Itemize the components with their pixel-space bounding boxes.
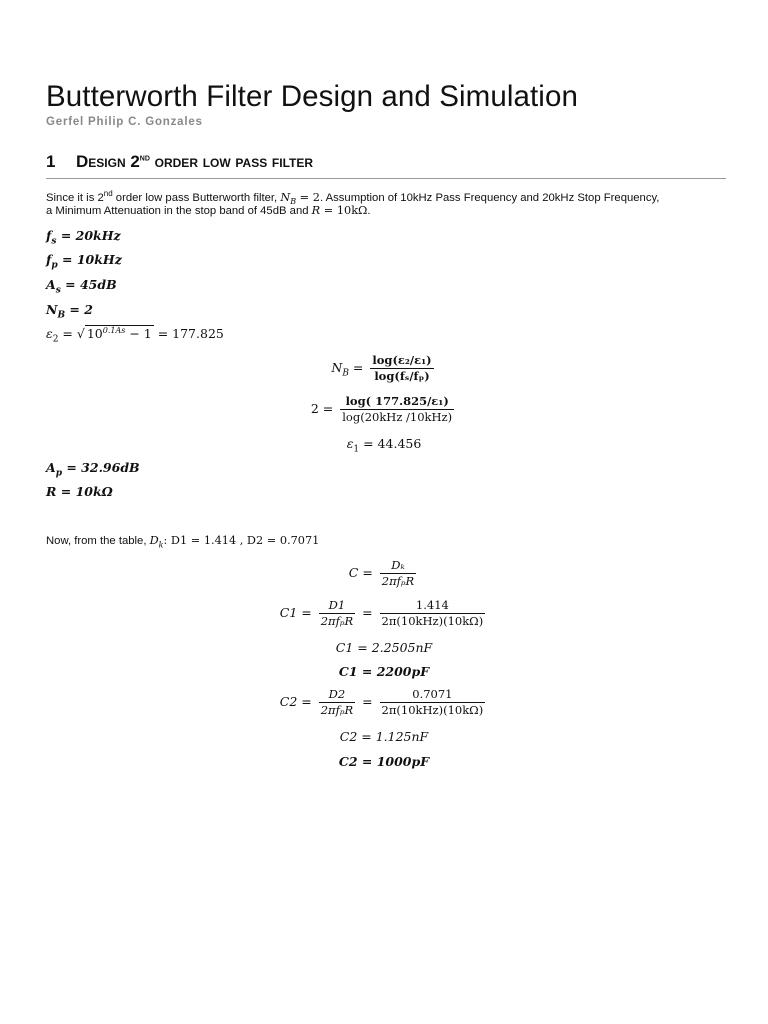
intro-line-2: a Minimum Attenuation in the stop band of 45dB and R = 10kΩ.: [46, 204, 371, 217]
author-name: Gerfel Philip C. Gonzales: [46, 116, 203, 128]
section-heading: [46, 152, 726, 179]
section-title: Design 2nd order low pass filter: [76, 152, 314, 171]
section-number: 1: [46, 152, 56, 171]
equation-nb-formula: $N_B$ = $\frac{\text{log(ε₂/ε₁)}}{\text{log(fₛ/fₚ)}}$: [331, 353, 432, 383]
equation-fp: $f_p = 10kHz$: [46, 252, 122, 271]
equation-c2-final: C2 = 1000pF: [338, 754, 430, 769]
table-note: Now, from the table, $D_k$: D1 = 1.414 , D2 = 0.7071: [46, 534, 320, 550]
equation-nb: $N_B = 2$: [46, 302, 93, 321]
equation-ap: $A_p = 32.96dB$: [46, 460, 140, 479]
equation-epsilon2: $\varepsilon_2$ = √ $10^{0.1As} - 1 = 177.825$: [46, 326, 224, 345]
intro-line-1: Since it is 2nd order low pass Butterworth filter, $N_B = 2$. Assumption of 10kHz Pass Frequency and 20kHz Stop Frequency,: [46, 189, 660, 207]
equation-c1-value: C1 = 2.2505nF: [335, 640, 433, 655]
equation-two: 2 = $\frac{\text{log( 177.825/ε₁)}}{\text{log(20kHz /10kHz)}}$: [310, 394, 453, 424]
equation-c: C = $\frac{\text{Dₖ}}{\text{2πfₚR}}$: [348, 558, 415, 588]
equation-c2: C2 = $\frac{D2}{\text{2πfₚR}}$ = $\frac{0.7071}{\text{2π(10kHz)(10kΩ)}}$: [279, 687, 484, 717]
equation-as: $A_s = 45dB$: [46, 277, 117, 296]
document-title: Butterworth Filter Design and Simulation: [46, 80, 578, 113]
equation-fs: $f_s = 20kHz$: [46, 228, 121, 247]
equation-r: R = 10kΩ: [46, 484, 113, 499]
equation-c1: C1 = $\frac{D1}{\text{2πfₚR}}$ = $\frac{1.414}{\text{2π(10kHz)(10kΩ)}}$: [279, 598, 484, 628]
equation-epsilon1: $\varepsilon_1 = 44.456$: [346, 436, 422, 455]
equation-c1-final: C1 = 2200pF: [338, 664, 430, 679]
equation-c2-value: C2 = 1.125nF: [339, 729, 429, 744]
